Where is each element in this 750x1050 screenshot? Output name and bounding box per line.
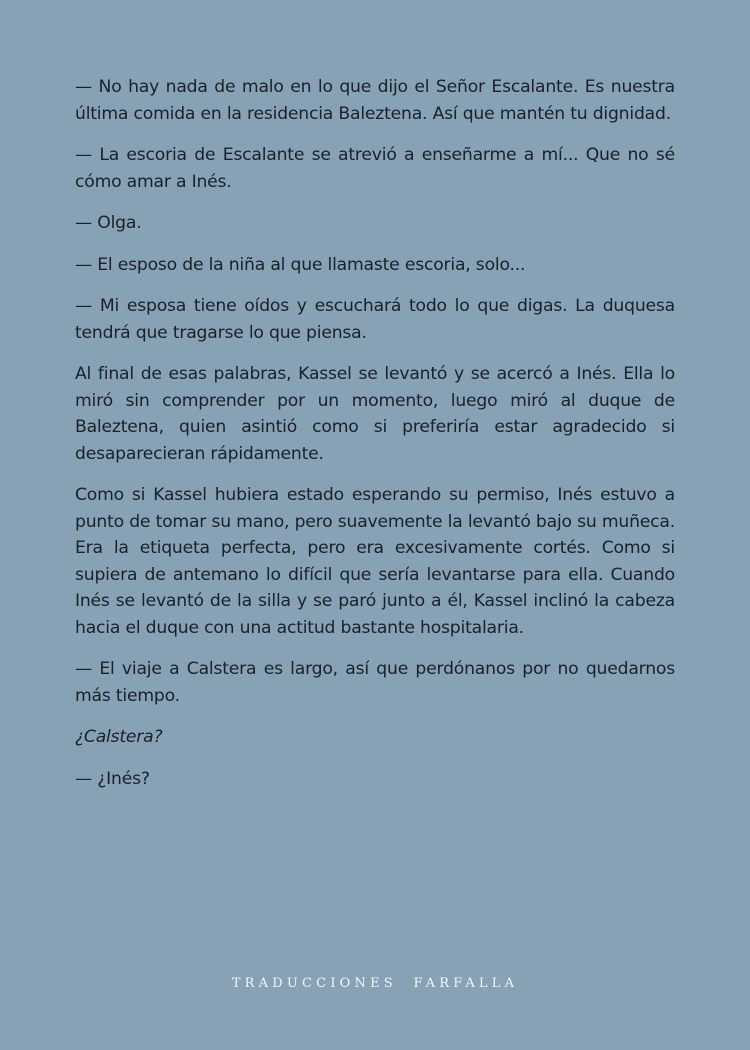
dialogue-paragraph: — El esposo de la niña al que llamaste escoria, solo... [75,254,526,275]
narrative-paragraph: Al final de esas palabras, Kassel se levantó y se acercó a Inés. Ella lo miró sin comprender por un momento, luego miró al duque de Baleztena, quien asintió como si preferiría estar agradecido si desaparecieran rápidamente. [75,364,675,464]
dialogue-paragraph: — Olga. [75,213,142,233]
dialogue-paragraph: — No hay nada de malo en lo que dijo el Señor Escalante. Es nuestra última comida en la residencia Baleztena. Así que mantén tu dignidad. [75,77,675,124]
narrative-paragraph: Como si Kassel hubiera estado esperando su permiso, Inés estuvo a punto de tomar su mano, pero suavemente la levantó bajo su muñeca. Era la etiqueta perfecta, pero era excesivamente cortés. Como si supiera de antemano lo difícil que sería levantarse para ella. Cuando Inés se levantó de la silla y se paró junto a él, Kassel inclinó la cabeza hacia el duque con una actitud bastante hospitalaria. [75,485,675,638]
dialogue-paragraph: — La escoria de Escalante se atrevió a enseñarme a mí... Que no sé cómo amar a Inés. [75,145,675,192]
dialogue-paragraph: — El viaje a Calstera es largo, así que perdónanos por no quedarnos más tiempo. [75,659,675,706]
inner-thought-paragraph: ¿Calstera? [75,727,163,747]
document-page [75,74,675,807]
dialogue-paragraph: — ¿Inés? [75,768,150,789]
dialogue-paragraph: — Mi esposa tiene oídos y escuchará todo lo que digas. La duquesa tendrá que tragarse lo que piensa. [75,296,675,343]
translator-credit: TRADUCCIONES FARFALLA [231,976,519,991]
